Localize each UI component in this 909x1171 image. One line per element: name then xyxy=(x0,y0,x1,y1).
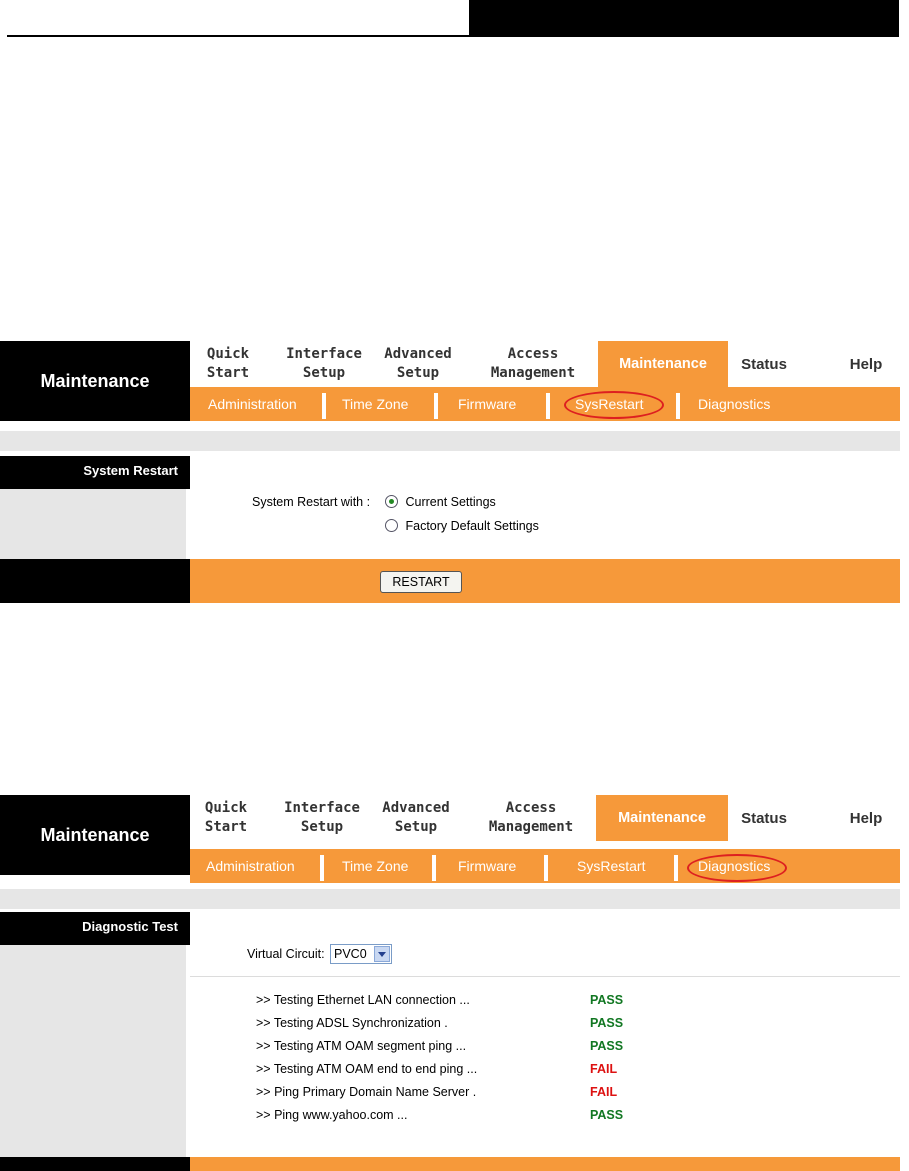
submenu-separator xyxy=(676,393,680,419)
left-column xyxy=(0,489,186,559)
footer-left xyxy=(0,559,190,603)
virtual-circuit-value: PVC0 xyxy=(334,947,367,961)
highlight-oval xyxy=(687,854,787,882)
menu-quick-start[interactable]: Quick Start xyxy=(206,346,250,381)
restart-with-label: System Restart with : xyxy=(252,495,371,509)
spacer-band xyxy=(0,889,900,909)
main-menu xyxy=(190,795,900,841)
radio-unselected-icon[interactable] xyxy=(385,519,398,532)
restart-content xyxy=(190,456,900,559)
test-result: PASS xyxy=(590,1108,624,1122)
menu-maintenance[interactable]: Maintenance xyxy=(596,795,728,841)
highlight-oval xyxy=(564,391,664,419)
option-label: Factory Default Settings xyxy=(405,518,539,533)
test-row: >> Ping Primary Domain Name Server . xyxy=(256,1085,477,1099)
submenu-sysrestart[interactable]: SysRestart xyxy=(575,396,644,412)
menu-status[interactable]: Status xyxy=(741,809,787,827)
submenu-separator xyxy=(674,855,678,881)
diagnostics-panel xyxy=(0,795,900,1171)
radio-selected-icon[interactable] xyxy=(385,495,398,508)
menu-advanced-setup[interactable]: Advanced Setup xyxy=(384,346,452,381)
test-result: PASS xyxy=(590,1039,624,1053)
menu-help[interactable]: Help xyxy=(849,355,883,373)
submenu-firmware[interactable]: Firmware xyxy=(458,396,517,412)
submenu-time-zone[interactable]: Time Zone xyxy=(342,396,409,412)
submenu-sysrestart[interactable]: SysRestart xyxy=(577,858,646,874)
virtual-circuit-label: Virtual Circuit: xyxy=(247,947,325,961)
sysrestart-panel xyxy=(0,341,900,603)
test-row: >> Testing ADSL Synchronization . xyxy=(256,1016,448,1030)
page-header-rule xyxy=(7,35,469,37)
brand-label: Maintenance xyxy=(0,795,190,875)
submenu-separator xyxy=(546,393,550,419)
submenu-diagnostics[interactable]: Diagnostics xyxy=(698,396,771,412)
submenu-diagnostics[interactable]: Diagnostics xyxy=(698,858,771,874)
sub-menu xyxy=(190,849,900,883)
virtual-circuit-select[interactable] xyxy=(330,944,392,964)
spacer-band xyxy=(0,431,900,451)
menu-quick-start[interactable]: Quick Start xyxy=(204,800,248,835)
option-current-settings[interactable] xyxy=(385,494,496,509)
submenu-separator xyxy=(544,855,548,881)
option-label: Current Settings xyxy=(405,494,496,509)
menu-access-management[interactable]: Access Management xyxy=(488,800,574,835)
footer-bar xyxy=(190,559,900,603)
submenu-administration[interactable]: Administration xyxy=(206,858,295,874)
submenu-time-zone[interactable]: Time Zone xyxy=(342,858,409,874)
menu-access-management[interactable]: Access Management xyxy=(490,346,576,381)
restart-button[interactable]: RESTART xyxy=(380,571,462,593)
brand-label: Maintenance xyxy=(0,341,190,421)
test-result: PASS xyxy=(590,993,624,1007)
menu-interface-setup[interactable]: Interface Setup xyxy=(284,800,360,835)
submenu-firmware[interactable]: Firmware xyxy=(458,858,517,874)
submenu-separator xyxy=(320,855,324,881)
section-label-system-restart: System Restart xyxy=(0,456,190,489)
main-menu xyxy=(190,341,900,387)
page-header-bar xyxy=(469,0,899,37)
submenu-separator xyxy=(434,393,438,419)
submenu-administration[interactable]: Administration xyxy=(208,396,297,412)
menu-advanced-setup[interactable]: Advanced Setup xyxy=(382,800,450,835)
submenu-separator xyxy=(432,855,436,881)
chevron-down-icon[interactable] xyxy=(374,946,390,962)
submenu-separator xyxy=(322,393,326,419)
option-factory-default[interactable] xyxy=(385,518,539,533)
menu-interface-setup[interactable]: Interface Setup xyxy=(286,346,362,381)
diagnostic-content xyxy=(190,912,900,1157)
test-row: >> Testing ATM OAM end to end ping ... xyxy=(256,1062,478,1076)
menu-help[interactable]: Help xyxy=(849,809,883,827)
test-result: PASS xyxy=(590,1016,624,1030)
section-label-diagnostic-test: Diagnostic Test xyxy=(0,912,190,945)
footer-left xyxy=(0,1157,190,1171)
left-column xyxy=(0,945,186,1157)
test-row: >> Testing ATM OAM segment ping ... xyxy=(256,1039,467,1053)
menu-status[interactable]: Status xyxy=(741,355,787,373)
test-result: FAIL xyxy=(590,1085,618,1099)
menu-maintenance[interactable]: Maintenance xyxy=(598,341,728,387)
test-row: >> Ping www.yahoo.com ... xyxy=(256,1108,408,1122)
divider xyxy=(190,976,900,977)
footer-bar xyxy=(190,1157,900,1171)
sub-menu xyxy=(190,387,900,421)
test-result: FAIL xyxy=(590,1062,618,1076)
test-row: >> Testing Ethernet LAN connection ... xyxy=(256,993,470,1007)
